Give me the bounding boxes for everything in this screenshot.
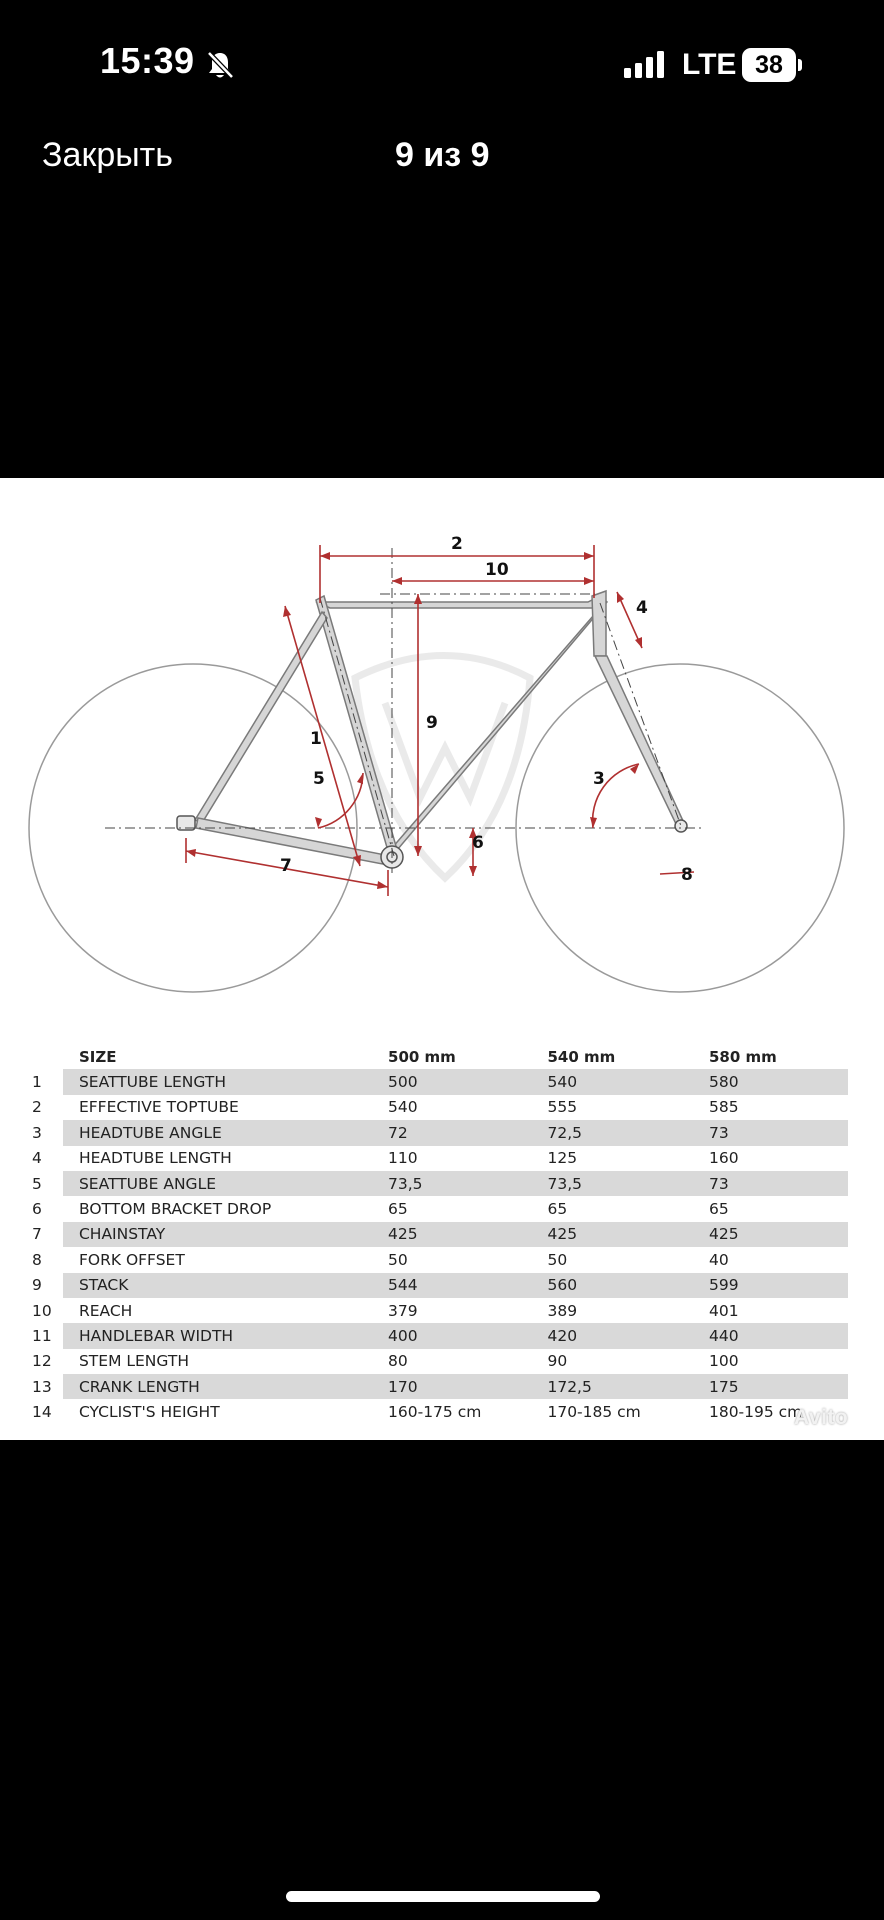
dim-label-2: 2: [451, 534, 463, 554]
row-num: 1: [32, 1073, 42, 1092]
row-num: 8: [32, 1250, 42, 1269]
image-counter: 9 из 9: [395, 136, 490, 174]
row-num: 4: [32, 1149, 42, 1168]
status-time: 15:39: [100, 40, 195, 81]
row-value-580: 580: [709, 1069, 848, 1094]
table-header-580: 580 mm: [708, 1047, 777, 1066]
battery-icon: [742, 48, 804, 82]
dim-label-3: 3: [593, 769, 605, 789]
table-row: [18, 1095, 848, 1120]
frame: [195, 591, 684, 865]
row-num: 11: [32, 1326, 52, 1345]
row-name: BOTTOM BRACKET DROP: [78, 1200, 272, 1219]
table-row: [18, 1222, 848, 1247]
row-value-500: 379: [388, 1301, 418, 1320]
battery-level: 38: [742, 48, 796, 82]
row-num: 2: [32, 1098, 42, 1117]
viewer-nav-bar: [0, 130, 884, 190]
geometry-table: [18, 1044, 848, 1425]
row-value-540: 73,5: [547, 1171, 709, 1196]
table-header-size: SIZE: [78, 1047, 117, 1066]
row-value-580: 100: [708, 1352, 739, 1371]
table-row: [18, 1349, 848, 1374]
row-value-580: 160: [708, 1149, 739, 1168]
row-value-580: 440: [709, 1323, 848, 1348]
table-row: [18, 1171, 848, 1196]
table-header-row: [18, 1044, 848, 1069]
row-value-500: 425: [388, 1222, 547, 1247]
close-button[interactable]: Закрыть: [42, 136, 173, 174]
table-row: [18, 1298, 848, 1323]
row-name: HANDLEBAR WIDTH: [63, 1323, 388, 1348]
table-header-500: 500 mm: [388, 1047, 456, 1066]
home-indicator[interactable]: [286, 1891, 600, 1902]
row-value-500: 540: [388, 1098, 418, 1117]
dim-label-1: 1: [310, 729, 322, 749]
row-value-580: 175: [709, 1374, 848, 1399]
table-row: [18, 1146, 848, 1171]
row-value-500: 50: [388, 1250, 408, 1269]
row-name: CHAINSTAY: [63, 1222, 388, 1247]
cellular-signal-icon: [624, 50, 668, 80]
row-value-540: 170-185 cm: [547, 1403, 641, 1422]
row-name: HEADTUBE ANGLE: [63, 1120, 388, 1145]
row-value-540: 125: [547, 1149, 578, 1168]
row-num: 5: [32, 1174, 42, 1193]
dim-label-7: 7: [280, 856, 292, 876]
row-value-500: 110: [388, 1149, 418, 1168]
row-value-540: 540: [547, 1069, 709, 1094]
bike-frame-diagram: [0, 478, 884, 1038]
row-num: 12: [32, 1352, 52, 1371]
brand-logo-watermark: [355, 656, 530, 879]
row-value-580: 73: [709, 1171, 848, 1196]
geometry-photo[interactable]: [0, 478, 884, 1440]
table-header-num: [18, 1044, 63, 1069]
row-name: STEM LENGTH: [78, 1352, 189, 1371]
row-value-500: 80: [388, 1352, 408, 1371]
table-row: [18, 1323, 848, 1348]
row-num: 14: [32, 1403, 52, 1422]
row-value-540: 420: [547, 1323, 709, 1348]
avito-watermark: Avito: [794, 1406, 849, 1429]
row-value-580: 73: [709, 1120, 848, 1145]
row-value-580: 401: [708, 1301, 739, 1320]
row-value-500: 160-175 cm: [388, 1403, 482, 1422]
row-value-500: 544: [388, 1273, 547, 1298]
dim-label-6: 6: [472, 833, 484, 853]
row-value-580: 65: [708, 1200, 729, 1219]
table-row: [18, 1247, 848, 1272]
row-num: 7: [32, 1225, 42, 1244]
row-value-580: 425: [709, 1222, 848, 1247]
row-value-580: 585: [708, 1098, 739, 1117]
dim-label-10: 10: [485, 560, 509, 580]
row-value-540: 65: [547, 1200, 568, 1219]
row-value-500: 400: [388, 1323, 547, 1348]
row-value-540: 90: [547, 1352, 568, 1371]
row-value-540: 72,5: [547, 1120, 709, 1145]
table-row: [18, 1120, 848, 1145]
table-header-540: 540 mm: [547, 1047, 616, 1066]
dim-label-5: 5: [313, 769, 325, 789]
battery-tip: [798, 59, 802, 71]
bell-slash-icon: [206, 50, 234, 80]
table-row: [18, 1273, 848, 1298]
status-bar: [0, 0, 884, 120]
row-value-500: 65: [388, 1200, 408, 1219]
row-value-580: 180-195 cm: [708, 1403, 803, 1422]
network-type: LTE: [682, 48, 737, 81]
row-value-540: 50: [547, 1250, 568, 1269]
row-num: 3: [32, 1123, 42, 1142]
row-name: EFFECTIVE TOPTUBE: [78, 1098, 239, 1117]
row-name: HEADTUBE LENGTH: [78, 1149, 232, 1168]
row-name: REACH: [78, 1301, 133, 1320]
table-row: [18, 1399, 848, 1424]
row-value-500: 500: [388, 1069, 547, 1094]
row-value-580: 599: [709, 1273, 848, 1298]
row-num: 10: [32, 1301, 52, 1320]
row-num: 13: [32, 1377, 52, 1396]
row-name: CRANK LENGTH: [63, 1374, 388, 1399]
dim-label-9: 9: [426, 713, 438, 733]
row-value-580: 40: [708, 1250, 729, 1269]
row-value-500: 73,5: [388, 1171, 547, 1196]
row-name: CYCLIST'S HEIGHT: [78, 1403, 220, 1422]
table-row: [18, 1374, 848, 1399]
table-row: [18, 1196, 848, 1221]
row-num: 9: [32, 1276, 42, 1295]
row-value-500: 170: [388, 1374, 547, 1399]
row-num: 6: [32, 1200, 42, 1219]
table-row: [18, 1069, 848, 1094]
row-value-540: 560: [547, 1273, 709, 1298]
row-value-540: 172,5: [547, 1374, 709, 1399]
dim-label-8: 8: [681, 865, 693, 885]
row-value-540: 389: [547, 1301, 578, 1320]
row-value-500: 72: [388, 1120, 547, 1145]
row-name: SEATTUBE LENGTH: [63, 1069, 388, 1094]
row-name: STACK: [63, 1273, 388, 1298]
row-value-540: 555: [547, 1098, 578, 1117]
row-value-540: 425: [547, 1222, 709, 1247]
dim-label-4: 4: [636, 598, 648, 618]
row-name: FORK OFFSET: [78, 1250, 185, 1269]
row-name: SEATTUBE ANGLE: [63, 1171, 388, 1196]
